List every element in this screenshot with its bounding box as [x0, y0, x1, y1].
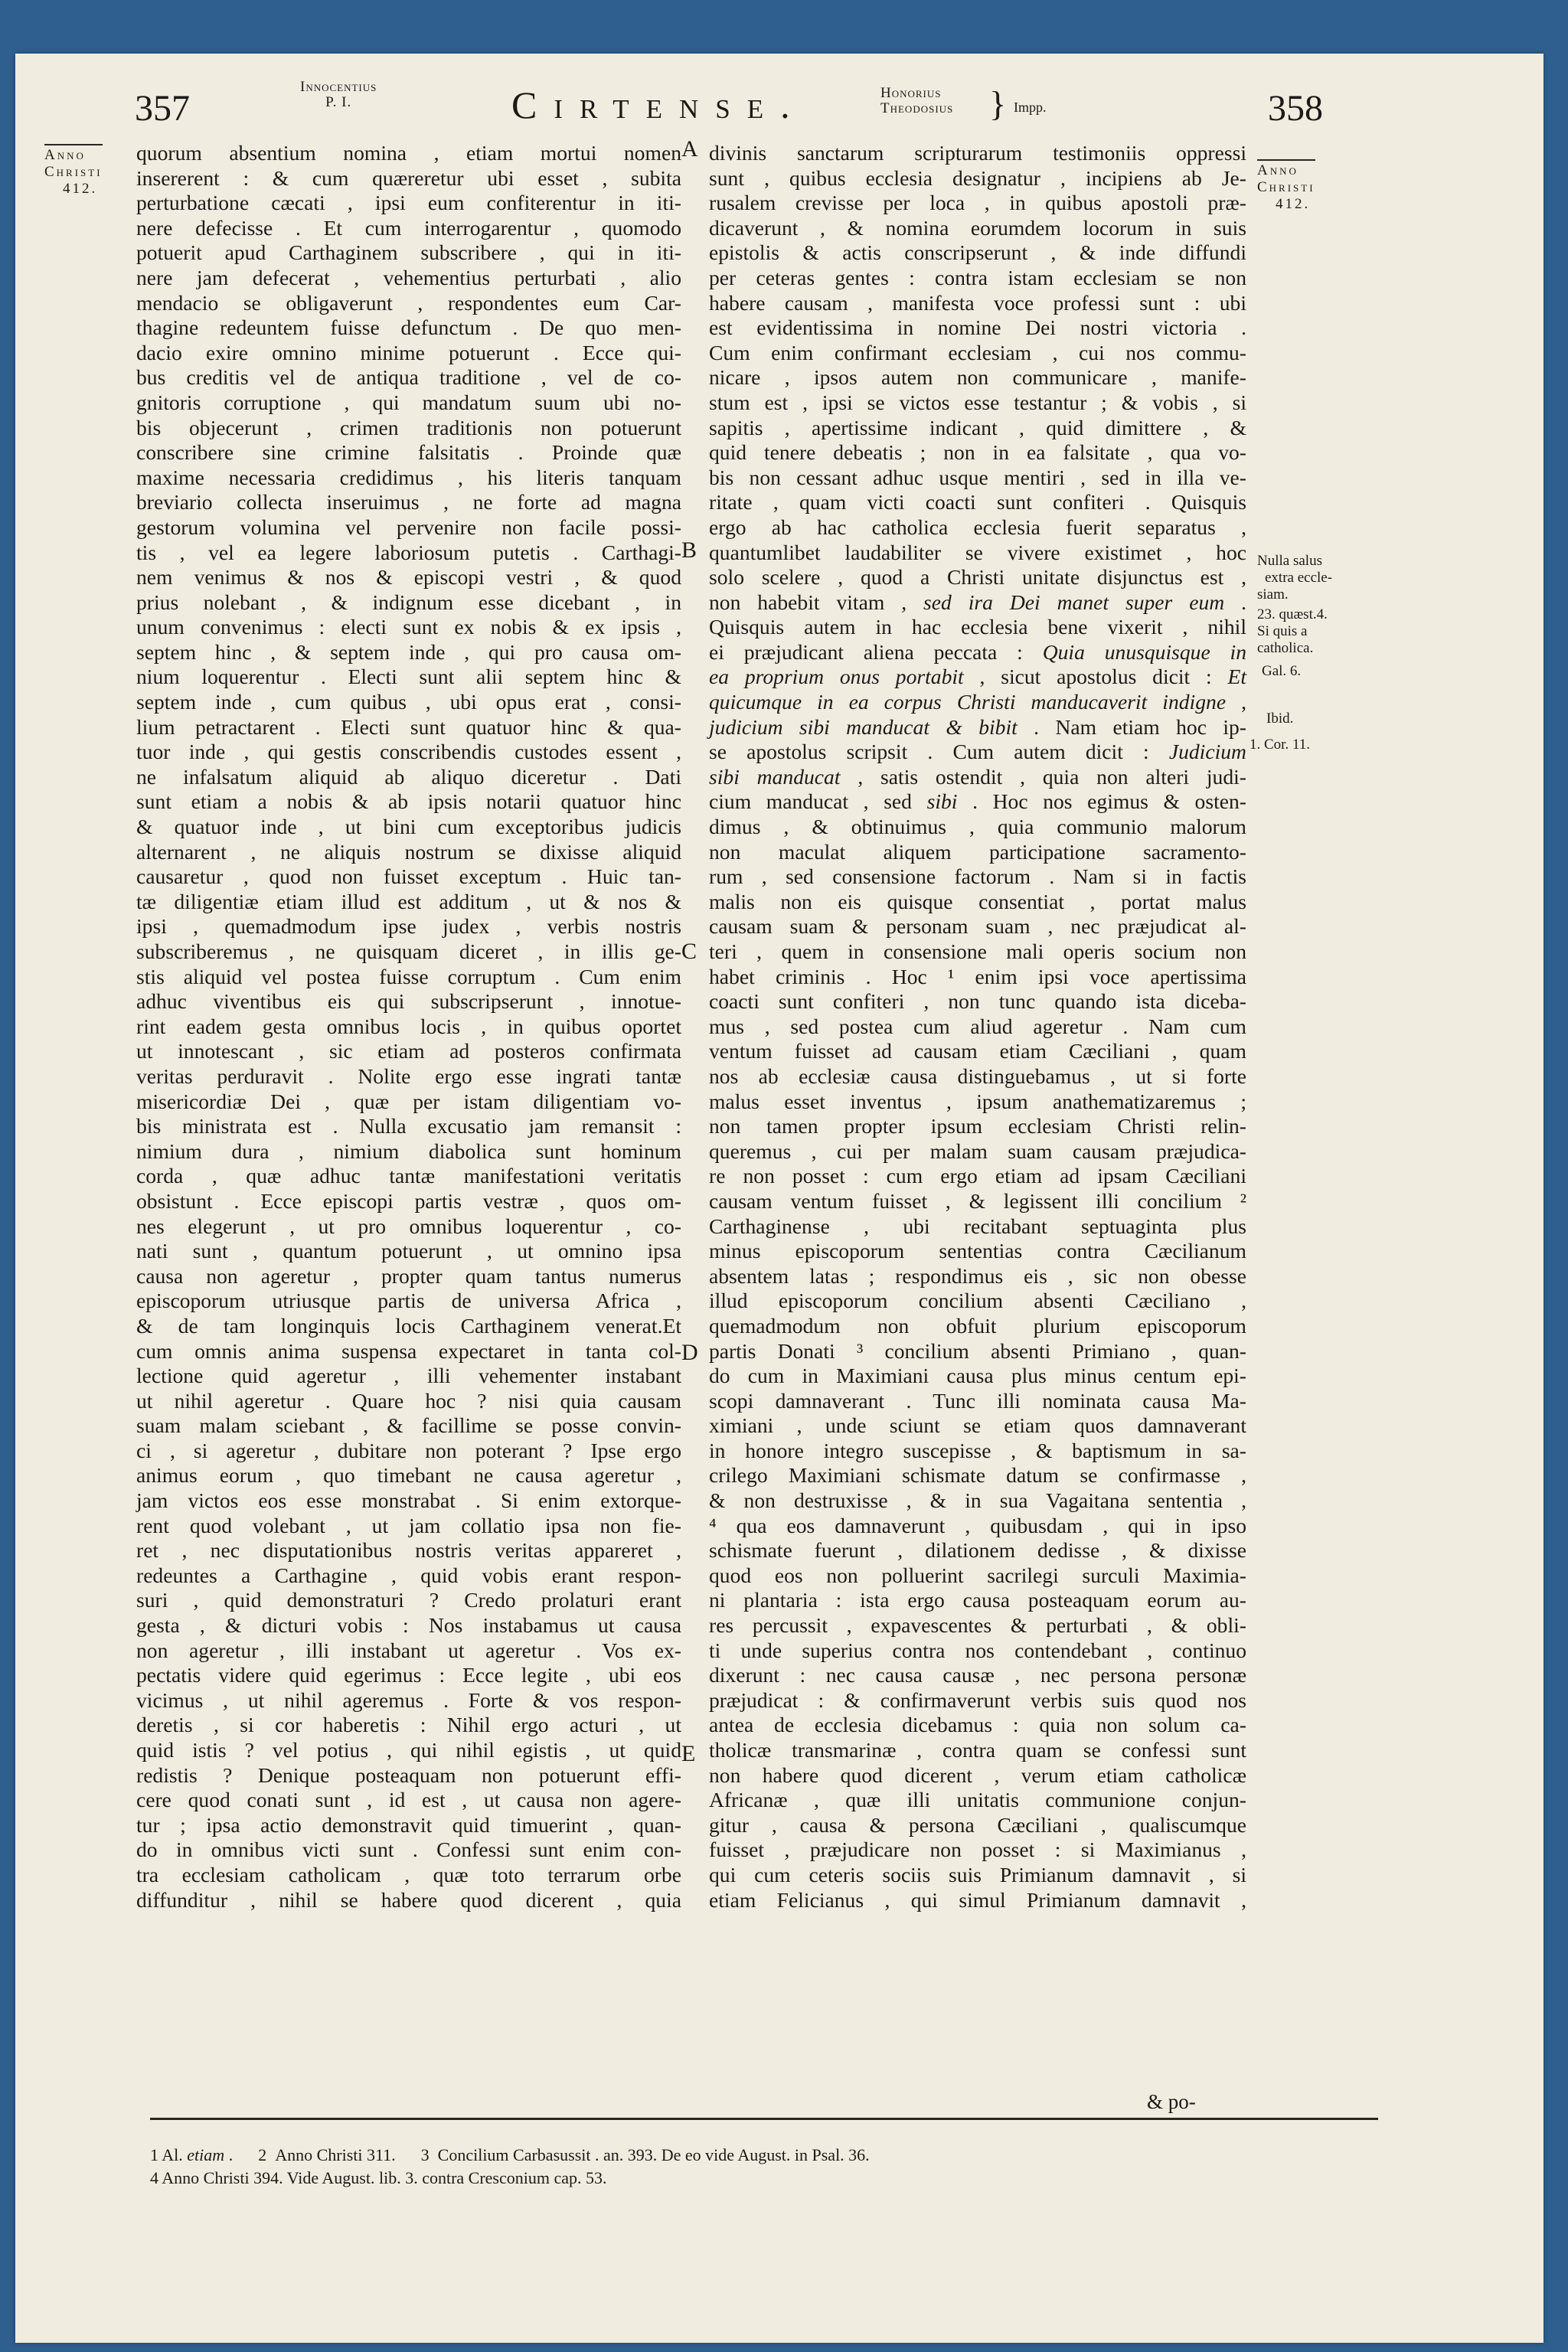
- header-pope-name: Innocentius: [300, 79, 377, 95]
- text-line: causam suam & personam suam , nec præjudicat al-: [709, 914, 1246, 939]
- text-line: cum omnis anima suspensa expectaret in tanta col-: [136, 1338, 681, 1363]
- text-line: nimium dura , nimium diabolica sunt hominum: [136, 1138, 681, 1163]
- header-pope: [300, 80, 377, 110]
- text-line: tra ecclesiam catholicam , quæ toto terrarum orbe: [136, 1862, 681, 1886]
- text-line: partis Donati ³ concilium absenti Primiano , quan-: [709, 1338, 1246, 1363]
- text-line: ventum fuisset ad causam etiam Cæciliani , quam: [709, 1039, 1246, 1063]
- text-line: gitur , causa & persona Cæciliani , qualiscumque: [709, 1812, 1246, 1837]
- text-column-left: [136, 141, 681, 1913]
- note-line: Nulla salus: [1257, 553, 1322, 569]
- margin-note-nulla-salus: [1257, 553, 1332, 603]
- text-line: suri , quid demonstraturi ? Credo prolaturi erant: [136, 1588, 681, 1612]
- text-line: perturbatione cæcati , ipsi eum confiterentur in iti-: [136, 191, 681, 215]
- text-line: nos ab ecclesiæ causa distinguebamus , ut si forte: [709, 1063, 1246, 1088]
- text-line: tæ diligentiæ etiam illud est additum , ut & nos &: [136, 889, 681, 913]
- text-line: ti unde superius contra nos contendebant , continuo: [709, 1638, 1246, 1662]
- text-line: episcoporum utriusque partis de universa Africa ,: [136, 1289, 681, 1313]
- text-line: stis aliquid vel postea fuisse corruptum . Cum enim: [136, 964, 681, 988]
- note-line: catholica.: [1257, 640, 1314, 656]
- text-line: per ceteras gentes : contra istam ecclesiam se non: [709, 265, 1246, 289]
- page-number-left: 357: [135, 88, 190, 129]
- text-line: nem venimus & nos & episcopi vestri , & quod: [136, 565, 681, 590]
- catchword: & po-: [1147, 2090, 1196, 2113]
- text-line: bus creditis vel de antiqua traditione , vel de co-: [136, 365, 681, 390]
- text-line: maxime necessaria credidimus , his literis tanquam: [136, 465, 681, 489]
- text-line: non maculat aliquem participatione sacramento-: [709, 839, 1246, 864]
- text-line: cium manducat , sed sibi . Hoc nos egimus & osten-: [709, 789, 1246, 814]
- note-line: extra eccle-: [1265, 570, 1333, 586]
- note-line: 23. quæst.4.: [1257, 606, 1328, 622]
- text-line: gestorum volumina vel pervenire non facile possi-: [136, 514, 681, 539]
- section-letter-a: A: [681, 136, 698, 162]
- header-title: Cirtense.: [511, 83, 807, 126]
- text-line: ergo ab hac catholica ecclesia fuerit separatus ,: [709, 514, 1246, 539]
- text-line: conscribere sine crimine falsitatis . Proinde quæ: [136, 440, 681, 465]
- text-line: redeuntes a Carthagine , quid vobis erant respon-: [136, 1563, 681, 1587]
- text-line: do cum in Maximiani causa plus minus centum epi-: [709, 1364, 1246, 1388]
- text-line: bis objecerunt , crimen traditionis non potuerunt: [136, 415, 681, 439]
- text-line: rusalem crevisse per loca , in quibus apostoli præ-: [709, 191, 1246, 215]
- text-line: re non posset : cum ergo etiam ad ipsam Cæciliani: [709, 1164, 1246, 1188]
- page-number-right: 358: [1268, 88, 1323, 129]
- text-line: nicare , ipsos autem non communicare , manife-: [709, 365, 1246, 390]
- text-line: lectione quid ageretur , illi vehementer instabant: [136, 1364, 681, 1388]
- margin-anno-right: Anno: [1257, 159, 1315, 179]
- text-line: causam ventum fuisset , & legissent illi concilium ²: [709, 1188, 1246, 1213]
- text-line: dicaverunt , & nomina eorumdem locorum in suis: [709, 215, 1246, 240]
- text-line: do in omnibus victi sunt . Confessi sunt enim con-: [136, 1838, 681, 1862]
- margin-year: 412.: [63, 181, 98, 197]
- text-line: Africanæ , quæ illi unitatis communione conjun-: [709, 1788, 1246, 1812]
- text-line: ret , nec disputationibus nostris veritas appareret ,: [136, 1538, 681, 1563]
- text-line: non ageretur , illi instabant ut ageretur . Vos ex-: [136, 1638, 681, 1662]
- text-line: obsistunt . Ecce episcopi partis vestræ , quos om-: [136, 1188, 681, 1213]
- text-line: breviario collecta inseruimus , ne forte ad magna: [136, 490, 681, 514]
- text-line: sunt , quibus ecclesia designatur , incipiens ab Je-: [709, 165, 1246, 190]
- text-line: divinis sanctarum scripturarum testimoniis oppressi: [709, 141, 1246, 165]
- text-line: fuisset , præjudicare non posset : si Maximianus ,: [709, 1838, 1246, 1862]
- text-line: minus episcoporum sententias contra Cæcilianum: [709, 1239, 1246, 1263]
- text-line: habere causam , manifesta voce professi sunt : ubi: [709, 290, 1246, 315]
- text-line: crilego Maximiani schismate datum se confirmasse ,: [709, 1463, 1246, 1488]
- text-line: & non destruxisse , & in sua Vagaitana sententia ,: [709, 1488, 1246, 1513]
- text-line: causaretur , quod non fuisset exceptum . Huic tan-: [136, 864, 681, 889]
- text-line: qui cum ceteris sociis suis Primianum damnavit , si: [709, 1862, 1246, 1886]
- section-letter-e: E: [681, 1741, 696, 1766]
- note-line: siam.: [1257, 586, 1289, 603]
- text-line: jam victos eos esse monstrabat . Si enim extorque-: [136, 1488, 681, 1513]
- text-line: gnitoris corruptione , qui mandatum suum ubi no-: [136, 390, 681, 414]
- margin-year-right: [1257, 159, 1315, 213]
- text-line: suam malam sciebant , & facillime se posse convin-: [136, 1413, 681, 1438]
- text-line: cere quod conati sunt , id est , ut causa non agere-: [136, 1788, 681, 1812]
- text-line: ea proprium onus portabit , sicut apostolus dicit : Et: [709, 665, 1247, 689]
- text-line: ritate , quam victi coacti sunt confiteri . Quisquis: [709, 490, 1246, 514]
- text-line: misericordiæ Dei , quæ per istam diligentiam vo-: [136, 1089, 681, 1113]
- text-line: nere jam defecerat , vehementius perturbati , alio: [136, 265, 681, 289]
- text-line: Quisquis autem in hac ecclesia bene vixerit , nihil: [709, 615, 1246, 639]
- margin-christi: Christi: [44, 164, 103, 180]
- text-line: sapitis , apertissime indicant , quid dimittere , &: [709, 415, 1246, 439]
- margin-anno: Anno: [44, 144, 103, 164]
- text-line: dixerunt : nec causa causæ , nec persona personæ: [709, 1663, 1246, 1687]
- text-line: corda , quæ adhuc tantæ manifestationi veritatis: [136, 1164, 681, 1188]
- text-line: malus esset inventus , ipsum anathematizaremus ;: [709, 1089, 1246, 1113]
- margin-year-right-value: 412.: [1276, 196, 1311, 212]
- footnote-rule: [150, 2118, 1378, 2120]
- text-line: antea de ecclesia dicebamus : quia non solum ca-: [709, 1713, 1246, 1737]
- text-line: rent quod volebant , ut jam collatio ipsa non fie-: [136, 1513, 681, 1537]
- text-line: dacio exire omnino minime potuerunt . Ecce qui-: [136, 340, 681, 364]
- text-line: in honore integro suscepisse , & baptismum in sa-: [709, 1438, 1246, 1462]
- text-line: ut nihil ageretur . Quare hoc ? nisi quia causam: [136, 1388, 681, 1413]
- text-line: tur ; ipsa actio demonstravit quid timuerint , quan-: [136, 1812, 681, 1837]
- text-line: est evidentissima in nomine Dei nostri victoria .: [709, 315, 1246, 340]
- text-line: ne infalsatum aliquid ab aliquo diceretur . Dati: [136, 764, 681, 789]
- footnote-line-2: 4 Anno Christi 394. Vide August. lib. 3. contra Cresconium cap. 53.: [150, 2168, 607, 2187]
- header-impp: Impp.: [1014, 100, 1047, 115]
- text-line: illud episcoporum concilium absenti Cæciliano ,: [709, 1289, 1246, 1313]
- text-line: diffunditur , nihil se habere quod dicerent , quia: [136, 1887, 681, 1912]
- text-line: septem hinc , & septem inde , qui pro causa om-: [136, 639, 681, 664]
- margin-christi-right: Christi: [1257, 179, 1315, 195]
- text-line: thagine redeuntem fuisse defunctum . De quo men-: [136, 315, 681, 340]
- text-line: stum est , ipsi se victos esse testantur ; & vobis , si: [709, 390, 1246, 414]
- text-line: queremus , cui per malam suam causam præjudica-: [709, 1138, 1246, 1163]
- text-line: res percussit , expavescentes & perturbati , & obli-: [709, 1613, 1246, 1638]
- text-line: tholicæ transmarinæ , contra quam se confessi sunt: [709, 1738, 1246, 1762]
- text-line: dimus , & obtinuimus , quia communio malorum: [709, 815, 1246, 839]
- text-line: unum convenimus : electi sunt ex nobis & ex ipsis ,: [136, 615, 681, 639]
- margin-note-quaest: [1257, 606, 1328, 657]
- text-line: solo scelere , quod a Christi unitate disjunctus est ,: [709, 565, 1246, 590]
- text-line: ⁴ qua eos damnaverunt , quibusdam , qui in ipso: [709, 1513, 1246, 1537]
- margin-year-left: [44, 144, 103, 198]
- text-line: quod eos non polluerint sacrilegi surculi Maximia-: [709, 1563, 1246, 1587]
- text-line: veritas perduravit . Nolite ergo esse ingrati tantæ: [136, 1063, 681, 1088]
- text-line: animus eorum , quo timebant ne causa ageretur ,: [136, 1463, 681, 1488]
- text-line: nium loquerentur . Electi sunt alii septem hinc &: [136, 665, 681, 689]
- margin-note-ibid: Ibid.: [1266, 710, 1294, 727]
- text-line: habet criminis . Hoc ¹ enim ipsi voce apertissima: [709, 964, 1246, 988]
- text-line: Carthaginense , ubi recitabant septuaginta plus: [709, 1214, 1246, 1238]
- margin-note-cor: 1. Cor. 11.: [1250, 737, 1310, 753]
- section-letter-c: C: [681, 939, 697, 964]
- text-line: non tamen propter ipsum ecclesiam Christi relin-: [709, 1114, 1246, 1138]
- text-line: pectatis videre quid egerimus : Ecce legite , ubi eos: [136, 1663, 681, 1687]
- text-line: absentem latas ; respondimus eis , sic non obesse: [709, 1263, 1246, 1288]
- text-line: rum , sed consensione factorum . Nam si in factis: [709, 864, 1246, 889]
- text-line: quemadmodum non obfuit plurium episcoporum: [709, 1313, 1246, 1338]
- text-line: scopi damnaverant . Tunc illi nominata causa Ma-: [709, 1388, 1246, 1413]
- section-letter-d: D: [681, 1340, 698, 1365]
- text-line: tis , vel ea legere laboriosum putetis . Carthagi-: [136, 540, 681, 564]
- text-line: ut innotescant , sic etiam ad posteros confirmata: [136, 1039, 681, 1063]
- text-line: ipsi , quemadmodum ipse judex , verbis nostris: [136, 914, 681, 939]
- text-line: causa non ageretur , propter quam tantus numerus: [136, 1263, 681, 1288]
- text-line: ei præjudicant aliena peccata : Quia unusquisque in: [709, 639, 1247, 664]
- text-line: ni plantaria : ista ergo causa posteaquam eorum au-: [709, 1588, 1246, 1612]
- footnote-line-1: 1 Al. etiam . 2 Anno Christi 311. 3 Concilium Carbasussit . an. 393. De eo vide August. in Psal. 36.: [150, 2145, 870, 2164]
- text-line: sibi manducat , satis ostendit , quia non alteri judi-: [709, 764, 1246, 789]
- text-line: septem inde , cum quibus , ubi opus erat , consi-: [136, 690, 681, 714]
- section-letter-b: B: [681, 537, 697, 563]
- text-line: nati sunt , quantum potuerunt , ut omnino ipsa: [136, 1239, 681, 1263]
- text-line: & quatuor inde , ut bini cum exceptoribus judicis: [136, 815, 681, 839]
- text-line: deretis , si cor haberetis : Nihil ergo acturi , ut: [136, 1713, 681, 1737]
- header-brace: }: [989, 84, 1007, 123]
- text-line: insererent : & cum quæreretur ubi esset , subita: [136, 165, 681, 190]
- text-line: non habere quod dicerent , verum etiam catholicæ: [709, 1762, 1246, 1787]
- text-line: Cum enim confirmant ecclesiam , cui nos commu-: [709, 340, 1246, 364]
- header-emperor-1: Honorius: [880, 85, 942, 101]
- text-line: prius nolebant , & indignum esse dicebant , in: [136, 590, 681, 614]
- text-line: ci , si ageretur , dubitare non poterant ? Ipse ergo: [136, 1438, 681, 1462]
- text-line: vicimus , ut nihil ageremus . Forte & vos respon-: [136, 1687, 681, 1712]
- header-emperors: [880, 86, 953, 116]
- text-line: bis ministrata est . Nulla excusatio jam remansit :: [136, 1114, 681, 1138]
- text-line: nes elegerunt , ut pro omnibus loquerentur , co-: [136, 1214, 681, 1238]
- text-line: mendacio se obligaverunt , respondentes eum Car-: [136, 290, 681, 315]
- text-line: schismate fuerunt , dilationem dedisse , & dixisse: [709, 1538, 1246, 1563]
- text-line: adhuc viventibus eis qui subscripserunt , innotue-: [136, 989, 681, 1014]
- header-pope-number: P. I.: [325, 94, 352, 110]
- margin-note-gal: Gal. 6.: [1262, 663, 1302, 679]
- text-line: ximiani , unde sciunt se etiam quos damnaverant: [709, 1413, 1246, 1438]
- text-line: alternarent , ne aliquis nostrum se dixisse aliquid: [136, 839, 681, 864]
- text-line: se apostolus scripsit . Cum autem dicit : Judicium: [709, 740, 1246, 764]
- text-line: nere defecisse . Et cum interrogarentur , quomodo: [136, 215, 681, 240]
- text-line: subscriberemus , ne quisquam diceret , in illis ge-: [136, 939, 681, 963]
- text-line: judicium sibi manducat & bibit . Nam etiam hoc ip-: [709, 714, 1246, 739]
- text-line: lium petractarent . Electi sunt quatuor hinc & qua-: [136, 714, 681, 739]
- text-line: quorum absentium nomina , etiam mortui nomen: [136, 141, 681, 165]
- text-line: quantumlibet laudabiliter se vivere existimet , hoc: [709, 540, 1246, 564]
- text-line: etiam Felicianus , qui simul Primianum damnavit ,: [709, 1887, 1246, 1912]
- text-line: tuor inde , qui gestis conscribendis custodes essent ,: [136, 740, 681, 764]
- text-line: quid istis ? vel potius , qui nihil egistis , ut quid: [136, 1738, 681, 1762]
- text-column-right: [709, 141, 1246, 1913]
- text-line: rint eadem gesta omnibus locis , in quibus oportet: [136, 1014, 681, 1038]
- note-line: Si quis a: [1257, 623, 1308, 639]
- text-line: epistolis & actis conscripserunt , & inde diffundi: [709, 240, 1246, 265]
- text-line: præjudicat : & confirmaverunt verbis suis quod nos: [709, 1687, 1246, 1712]
- text-line: malis non eis quisque consentiat , portat malus: [709, 889, 1246, 913]
- text-line: & de tam longinquis locis Carthaginem venerat.Et: [136, 1313, 681, 1338]
- header-emperor-2: Theodosius: [880, 100, 954, 116]
- text-line: coacti sunt confiteri , non tunc quando ista diceba-: [709, 989, 1246, 1014]
- text-line: quid tenere debeatis ; non in ea falsitate , qua vo-: [709, 440, 1246, 465]
- text-line: redistis ? Denique posteaquam non potuerunt effi-: [136, 1762, 681, 1787]
- text-line: non habebit vitam , sed ira Dei manet super eum .: [709, 590, 1247, 614]
- text-line: gesta , & dicturi vobis : Nos instabamus ut causa: [136, 1613, 681, 1638]
- text-line: teri , quem in consensione mali operis socium non: [709, 939, 1246, 963]
- text-line: sunt etiam a nobis & ab ipsis notarii quatuor hinc: [136, 789, 681, 814]
- text-line: mus , sed postea cum aliud ageretur . Nam cum: [709, 1014, 1246, 1038]
- text-line: quicumque in ea corpus Christi manducaverit indigne ,: [709, 690, 1246, 714]
- text-line: potuerit apud Carthaginem subscribere , qui in iti-: [136, 240, 681, 265]
- book-page: [15, 54, 1544, 2343]
- text-line: bis non cessant adhuc usque mentiri , sed in illa ve-: [709, 465, 1246, 489]
